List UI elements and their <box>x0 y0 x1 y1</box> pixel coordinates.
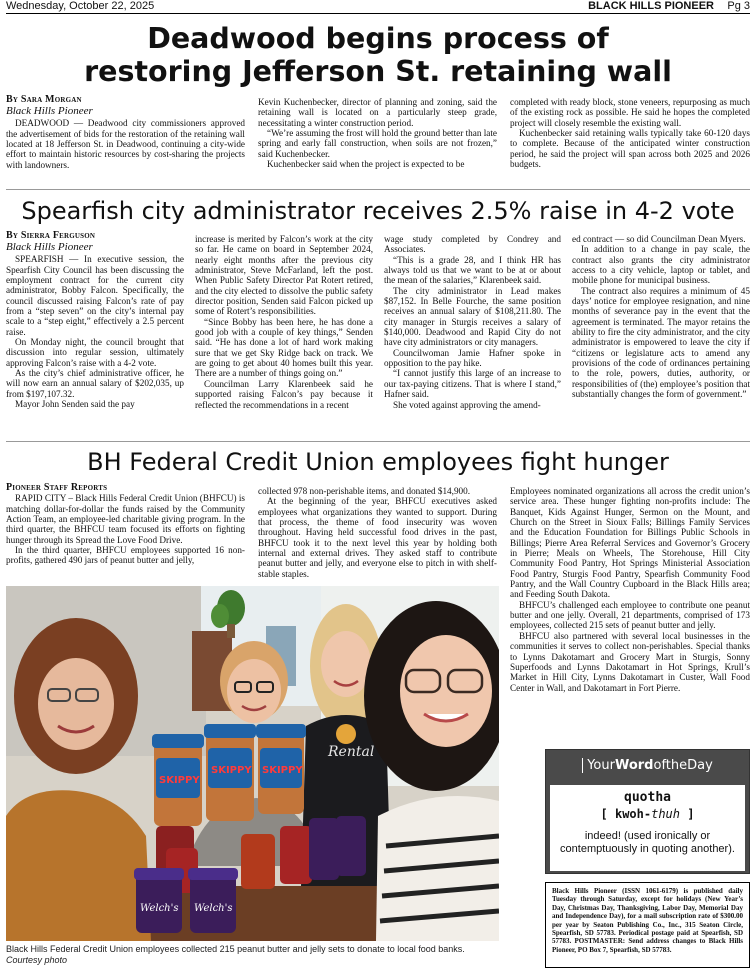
paragraph: Employees nominated organizations all across the credit union’s service area. These hunger fighting non-profits include: The Banquet, Kids Against Hunger, Sermon on the Mount, and Church on the Street in Sioux Falls; Billings Family Services and the Education Foundation for Billings Public Schools in Billings; Pierre Area Referral Services and Governor’s Grocery in Pierre; Meals on Wheels, The Storehouse, Hill City Community Food Pantry, Hot Springs Ministerial Association Food Pantry, Sturgis Food Pantry, Spearfish Community Food Pantry, and the Wall Country Cupboard in the Black Hills area; and Feeding South Dakota. <box>510 486 750 600</box>
paragraph: RAPID CITY – Black Hills Federal Credit Union (BHFCU) is matching dollar-for-dollar the funds raised by the Community Action Team, an employee-led charitable giving program. In the third quarter, the BHFCU team focused its efforts on fighting hunger through its Spread the Love Food Drive. <box>6 493 245 545</box>
story3-headline: BH Federal Credit Union employees fight hunger <box>87 448 669 476</box>
wotd-content <box>550 785 745 871</box>
story2-byline: By Sierra Ferguson <box>6 230 96 241</box>
page-number: Pg 3 <box>727 0 750 12</box>
page-header <box>6 0 750 14</box>
story2-col1-body <box>6 254 184 409</box>
story3-column-1 <box>6 483 245 566</box>
paragraph: On Monday night, the council brought that discussion into regular session, ultimately approving Falcon’s raise with a 4-2 vote. <box>6 337 184 368</box>
paragraph: SPEARFISH — In executive session, the Spearfish City Council has been discussing the employment contract for the current city administrator, Bobby Falcon. Specifically, the council discussed raising Falcon’s rate of pay from a “step seven” on the city’s internal pay scale to a “step eight,” effectively a 2.5 percent raise. <box>6 254 184 337</box>
paragraph: As the city’s chief administrative officer, he will now earn an annual salary of $202,035, up from $197,107.32. <box>6 368 184 399</box>
story3-col1-body <box>6 493 245 565</box>
story1-headline: Deadwood begins process of restoring Jefferson St. retaining wall <box>84 22 672 88</box>
word-of-the-day-box <box>545 749 750 874</box>
paragraph: “I cannot justify this large of an increase to our tax-paying citizens. That is where I stand,” Hafner said. <box>384 368 561 400</box>
jar-label: SKIPPY <box>262 765 303 776</box>
paragraph: “This is a grade 28, and I think HR has always told us that we want to be at or about the mean of the salaries,” Klarenbeek said. <box>384 254 561 286</box>
publication-notice: Black Hills Pioneer (ISSN 1061-6179) is published daily Tuesday through Saturday, except for holidays (New Year’s Day, Christmas Day, Thanksgiving, Labor Day, Memorial Day and Independence Day), for a mail subscription rate of $300.00 per year by Seaton Publishing Co., Inc., 315 Seaton Circle, Spearfish, SD 57783. Periodical postage paid at Spearfish, SD 57783. POSTMASTER: Send address changes to Black Hills Pioneer, PO Box 7, Spearfish, SD 57783. <box>545 882 750 968</box>
paragraph: Kevin Kuchenbecker, director of planning and zoning, said the retaining wall is located on a particularly steep grade, necessitating a winter construction period. <box>258 97 497 128</box>
story2-column-3 <box>384 234 561 410</box>
paper-name: BLACK HILLS PIONEER <box>588 0 714 12</box>
story2-column-4 <box>572 234 750 400</box>
peanut-butter-jars <box>152 724 306 826</box>
story1-col1-body <box>6 118 245 170</box>
story2-column-2 <box>195 234 373 410</box>
divider <box>6 189 750 190</box>
paragraph: Councilwoman Jamie Hafner spoke in opposition to the pay hike. <box>384 347 561 369</box>
story1-column-2 <box>258 97 497 169</box>
jar-label: SKIPPY <box>159 775 200 786</box>
paragraph: “Since Bobby has been here, he has done a good job with a couple of key things,” Senden said. “He has done a lot of hard work making sure that we get Sky Ridge back on track. We are going to get about 40 homes built this year. There are a number of things going on.” <box>195 316 373 379</box>
paragraph: In addition to a change in pay scale, the contract also grants the city administrator access to a city vehicle, laptop or tablet, and mobile phone for municipal business. <box>572 244 750 286</box>
story1-org: Black Hills Pioneer <box>6 105 93 118</box>
jar-label: Welch's <box>194 903 233 914</box>
story1-column-1 <box>6 95 245 170</box>
story1-byline: By Sara Morgan <box>6 94 82 105</box>
story2-column-1 <box>6 231 184 410</box>
paragraph: ed contract — so did Councilman Dean Myers. <box>572 234 746 244</box>
paragraph: wage study completed by Condrey and Associates. <box>384 234 561 255</box>
wotd-title: YourWordoftheDay <box>546 758 749 773</box>
wotd-word: quotha <box>624 790 671 805</box>
jar-label: Welch's <box>140 903 179 914</box>
divider <box>6 441 750 442</box>
story3-column-2 <box>258 486 497 579</box>
paragraph: BHFCU’s challenged each employee to contribute one peanut butter and one jelly. Overall, 21 departments, comprised of 173 employees, collected 215 sets of peanut butter and jelly. <box>510 599 750 631</box>
caption-text: Black Hills Federal Credit Union employees collected 215 peanut butter and jelly sets to donate to local food banks. <box>6 944 465 954</box>
paragraph: The contract also requires a minimum of 45 days’ notice for employee resignation, and nine months of severance pay in the event that the agreement is terminated. The mayor retains the ability to fire the city administrator, and the city administrator is empowered to leave the city if “citizens or legislature acts to amend any provisions of the code of ordinances pertaining to the role, powers, duties, authority, or responsibilities of (the) employee’s position that substantially changes the form of government.” <box>572 285 750 400</box>
story3-column-3 <box>510 486 750 693</box>
paragraph: She voted against approving the amend- <box>393 399 541 410</box>
paragraph: The city administrator in Lead makes $87,152. In Belle Fourche, the same position receives an annual salary of $108,211.80. The city manager in Sturgis receives a salary of $140,000. Deadwood and Rapid City do not have city administrators or city managers. <box>384 285 561 348</box>
shirt-text: Rental <box>328 744 375 760</box>
paragraph: BHFCU also partnered with several local businesses in the communities it serves to collect non-perishables. Special thanks to Lynns Dakotamart and Grocery Mart in Sturgis, Sonny Superfoods and Lynns Dakotamart in Hot Springs, Krull’s Market in Hill City, Lynns Dakotamart in Custer, Wall Food Center in Wall, and Dakotamart in Fort Pierre. <box>510 630 750 693</box>
paragraph: collected 978 non-perishable items, and donated $14,900. <box>258 486 471 496</box>
issue-date: Wednesday, October 22, 2025 <box>6 0 155 12</box>
paragraph: Kuchenbecker said retaining walls typically take 60-120 days to complete. Because of the anticipated winter construction period, he said the project will span across both 2025 and 2026 budgets. <box>510 128 750 170</box>
story3-byline: Pioneer Staff Reports <box>6 482 108 493</box>
photo-caption <box>6 944 506 966</box>
paragraph: increase is merited by Falcon’s work at the city so far. He came on board in September 2024, nearly eight months after the previous city administrator, Steve McFarland, left the post. When Public Safety Director Pat Rotert retired, and the city elected to dissolve the public safety director position, Senden said Falcon picked up some of Rotert’s responsibilities. <box>195 234 373 317</box>
story1-column-3 <box>510 97 750 169</box>
paragraph: Kuchenbecker said when the project is expected to be <box>267 159 465 170</box>
wotd-definition: indeed! (used ironically or contemptuously in quoting another). <box>560 830 735 855</box>
paragraph: completed with ready block, stone veneers, repurposing as much of the existing rock as possible. He said he hopes the completed project will closely resemble the existing wall. <box>510 97 750 128</box>
photo-credit: Courtesy photo <box>6 955 68 965</box>
paragraph: At the beginning of the year, BHFCU executives asked employees what organizations they wanted to support. During that process, the theme of food insecurity was woven throughout. Having held successful food drives in the past, BHFCU took it to the next level this year by holding both internal and external drives. They asked staff to contribute peanut butter and jelly, and everyone else to pitch in with shelf-stable staples. <box>258 496 497 579</box>
story2-headline: Spearfish city administrator receives 2.5% raise in 4-2 vote <box>21 197 735 225</box>
paragraph: In the third quarter, BHFCU employees supported 16 non-profits, gathered 490 jars of peanut butter and jelly, <box>6 545 245 566</box>
food-drive-photo <box>6 586 499 941</box>
paragraph: DEADWOOD — Deadwood city commissioners approved the advertisement of bids for the restoration of the retaining wall located at 18 Jefferson St. in Deadwood, continuing a city-wide effort to maintain historic resources by cost-sharing the projects with landowners. <box>6 118 245 170</box>
paragraph: Councilman Larry Klarenbeek said he supported raising Falcon’s pay because it reflected the recommendations in a recent <box>195 378 373 410</box>
wotd-pronunciation: [ kwoh-thuh ] <box>600 807 695 821</box>
jar-label: SKIPPY <box>211 765 252 776</box>
paragraph: Mayor John Senden said the pay <box>15 399 135 410</box>
paragraph: “We’re assuming the frost will hold the ground better than late spring and early fall construction, when soils are not frozen,” said Kuchenbecker. <box>258 128 497 159</box>
story2-org: Black Hills Pioneer <box>6 241 93 254</box>
